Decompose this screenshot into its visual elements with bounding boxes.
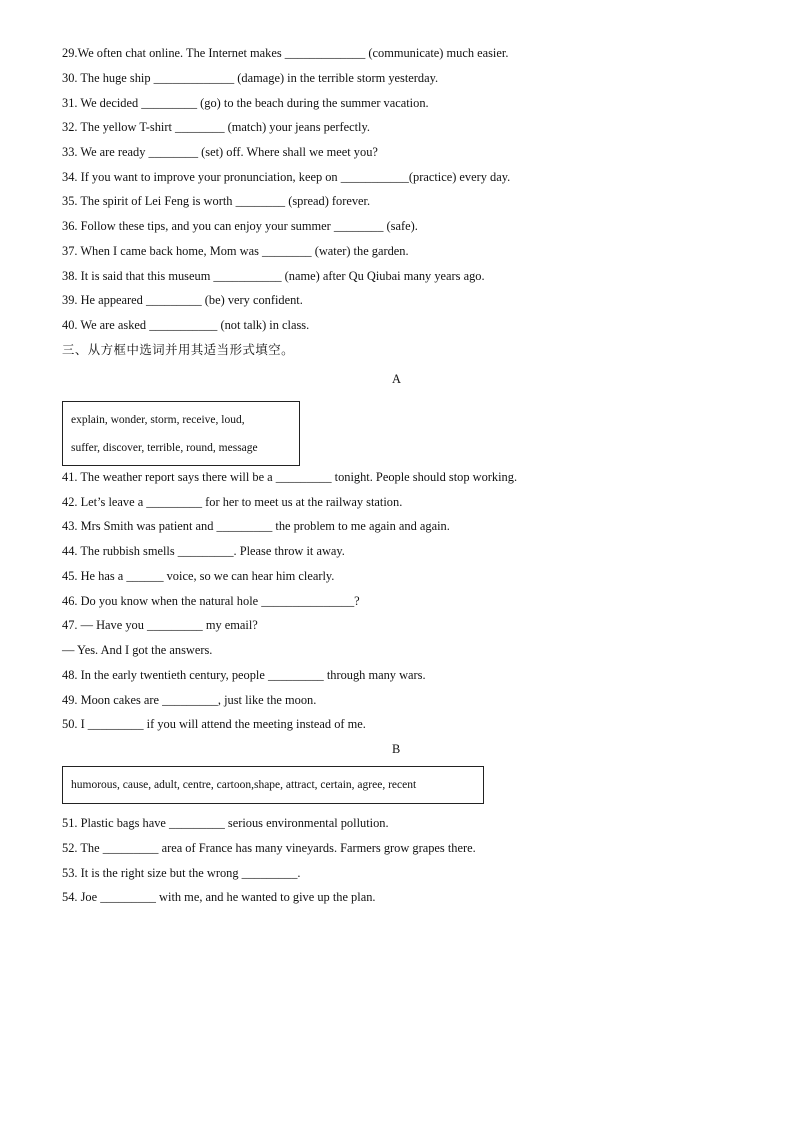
question-51: 51. Plastic bags have _________ serious environmental pollution. (62, 816, 389, 830)
question-34: 34. If you want to improve your pronunciation, keep on ___________(practice) every day. (62, 170, 511, 184)
question-48: 48. In the early twentieth century, people _________ through many wars. (62, 668, 426, 682)
question-41: 41. The weather report says there will be a _________ tonight. People should stop working. (62, 470, 518, 484)
question-49: 49. Moon cakes are _________, just like the moon. (62, 693, 317, 707)
question-46: 46. Do you know when the natural hole _______________? (62, 594, 360, 608)
question-42: 42. Let’s leave a _________ for her to meet us at the railway station. (62, 495, 403, 509)
question-31: 31. We decided _________ (go) to the beach during the summer vacation. (62, 96, 429, 110)
question-43: 43. Mrs Smith was patient and _________ the problem to me again and again. (62, 519, 450, 533)
section-b-label: B (392, 742, 401, 756)
question-35: 35. The spirit of Lei Feng is worth ________ (spread) forever. (62, 194, 371, 208)
question-54: 54. Joe _________ with me, and he wanted to give up the plan. (62, 890, 376, 904)
question-44: 44. The rubbish smells _________. Please throw it away. (62, 544, 345, 558)
word-box-a-line-1: explain, wonder, storm, receive, loud, (71, 414, 245, 426)
question-32: 32. The yellow T-shirt ________ (match) your jeans perfectly. (62, 120, 370, 134)
question-47: 47. — Have you _________ my email? (62, 618, 258, 632)
question-47-answer: — Yes. And I got the answers. (62, 643, 213, 657)
question-29: 29.We often chat online. The Internet makes _____________ (communicate) much easier. (62, 46, 509, 60)
question-30: 30. The huge ship _____________ (damage) in the terrible storm yesterday. (62, 71, 439, 85)
question-45: 45. He has a ______ voice, so we can hear him clearly. (62, 569, 335, 583)
word-box-a (62, 401, 300, 466)
question-52: 52. The _________ area of France has many vineyards. Farmers grow grapes there. (62, 841, 476, 855)
question-50: 50. I _________ if you will attend the meeting instead of me. (62, 717, 366, 731)
question-40: 40. We are asked ___________ (not talk) in class. (62, 318, 310, 332)
word-box-b (62, 766, 484, 804)
question-37: 37. When I came back home, Mom was ________ (water) the garden. (62, 244, 409, 258)
section-heading: 三、从方框中选词并用其适当形式填空。 (62, 342, 295, 357)
word-box-a-line-2: suffer, discover, terrible, round, message (71, 442, 258, 454)
word-box-b-line-1: humorous, cause, adult, centre, cartoon,shape, attract, certain, agree, recent (71, 779, 417, 791)
question-38: 38. It is said that this museum ___________ (name) after Qu Qiubai many years ago. (62, 269, 485, 283)
question-53: 53. It is the right size but the wrong _________. (62, 866, 301, 880)
section-a-label: A (392, 372, 401, 386)
question-33: 33. We are ready ________ (set) off. Where shall we meet you? (62, 145, 378, 159)
question-36: 36. Follow these tips, and you can enjoy your summer ________ (safe). (62, 219, 418, 233)
question-39: 39. He appeared _________ (be) very confident. (62, 293, 303, 307)
